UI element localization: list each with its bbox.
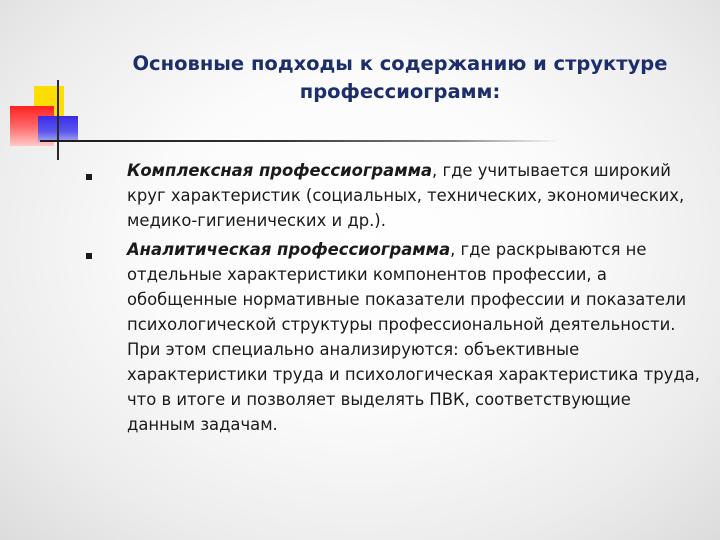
slide-title-line-2: профессиограмм:	[299, 80, 501, 103]
bullet-text: , где раскрываются не отдельные характеристики компонентов профессии, а обобщенные нормативные показатели профессии и показатели психологической структуры профессиональной деятельности. При этом специально анализируются: объективные характеристики труда и психологическая характеристика труда, что в итоге и позволяет выделять ПВК, соответствующие данным задачам.	[127, 240, 700, 434]
title-underline-rule	[40, 140, 560, 142]
bullet-text: , где учитывается широкий круг характеристик (социальных, технических, экономических, медико-гигиенических и др.).	[127, 161, 685, 230]
bullet-list	[82, 158, 702, 441]
bullet-term: Аналитическая профессиограмма	[127, 240, 451, 259]
bullet-item-analytic	[82, 237, 702, 437]
vertical-rule	[57, 80, 59, 160]
slide-title-line-1: Основные подходы к содержанию и структуре	[132, 52, 668, 75]
square-bullet-icon	[86, 174, 92, 180]
bullet-item-complex	[82, 158, 702, 233]
slide-title	[100, 50, 700, 106]
bullet-term: Комплексная профессиограмма	[127, 161, 433, 180]
square-bullet-icon	[86, 253, 92, 259]
